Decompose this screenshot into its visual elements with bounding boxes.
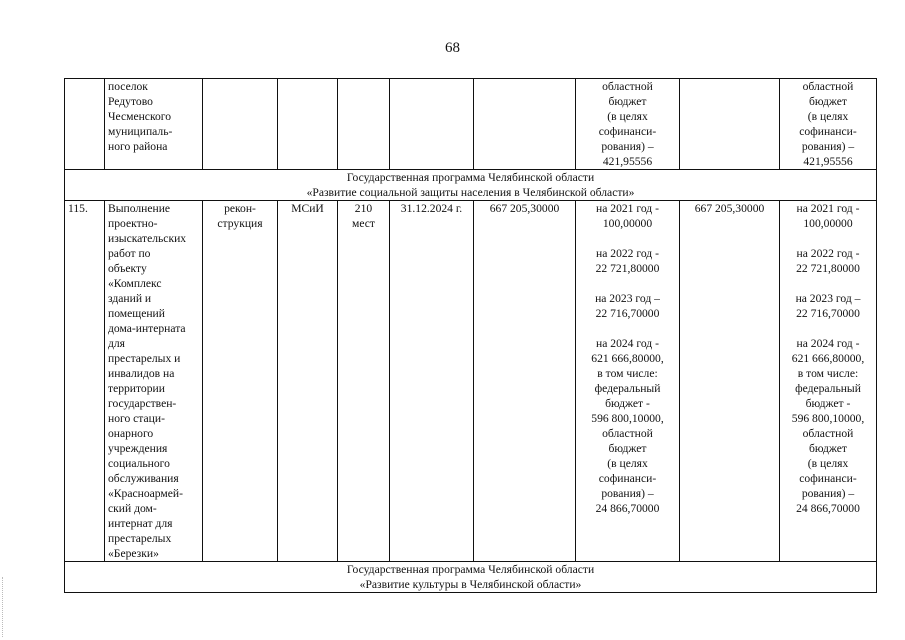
work-type-cell: рекон- струкция — [203, 201, 278, 562]
program-title: Государственная программа Челябинской области «Развитие социальной защиты населения в Челябинской области» — [65, 170, 877, 201]
limit-total-cell: 667 205,30000 — [680, 201, 780, 562]
financing-by-year-cell: на 2021 год - 100,00000 на 2022 год - 22 721,80000 на 2023 год – 22 716,70000 на 2024 год - 621 666,80000, в том числе: федеральный бюджет - 596 800,10000, областной бюджет (в целях софинанси- рования) – 24 866,70000 — [576, 201, 680, 562]
limits-by-year-cell: областной бюджет (в целях софинанси- рования) – 421,95556 — [780, 79, 877, 170]
program-header-row — [65, 170, 877, 201]
program-title: Государственная программа Челябинской области «Развитие культуры в Челябинской области» — [65, 562, 877, 593]
investment-objects-table — [64, 78, 877, 593]
scan-margin-mark — [2, 577, 6, 637]
total-cost-cell: 667 205,30000 — [474, 201, 576, 562]
customer-cell: МСиИ — [278, 201, 338, 562]
deadline-cell: 31.12.2024 г. — [390, 201, 474, 562]
row-number: 115. — [65, 201, 105, 562]
table-row — [65, 201, 877, 562]
object-name-cell: поселок Редутово Чесменского муниципаль- ного района — [105, 79, 203, 170]
object-name-cell: Выполнение проектно- изыскательских работ по объекту «Комплекс зданий и помещений дома-интерната для престарелых и инвалидов на территории государствен- ного стаци- онарного учреждения социального обслуживания «Красноармей- ский дом- интернат для престарелых «Березки» — [105, 201, 203, 562]
limits-by-year-cell: на 2021 год - 100,00000 на 2022 год - 22 721,80000 на 2023 год – 22 716,70000 на 2024 год - 621 666,80000, в том числе: федеральный бюджет - 596 800,10000, областной бюджет (в целях софинанси- рования) – 24 866,70000 — [780, 201, 877, 562]
capacity-cell: 210 мест — [338, 201, 390, 562]
program-header-row — [65, 562, 877, 593]
table-row-continued — [65, 79, 877, 170]
page-number: 68 — [445, 40, 460, 56]
financing-by-year-cell: областной бюджет (в целях софинанси- рования) – 421,95556 — [576, 79, 680, 170]
